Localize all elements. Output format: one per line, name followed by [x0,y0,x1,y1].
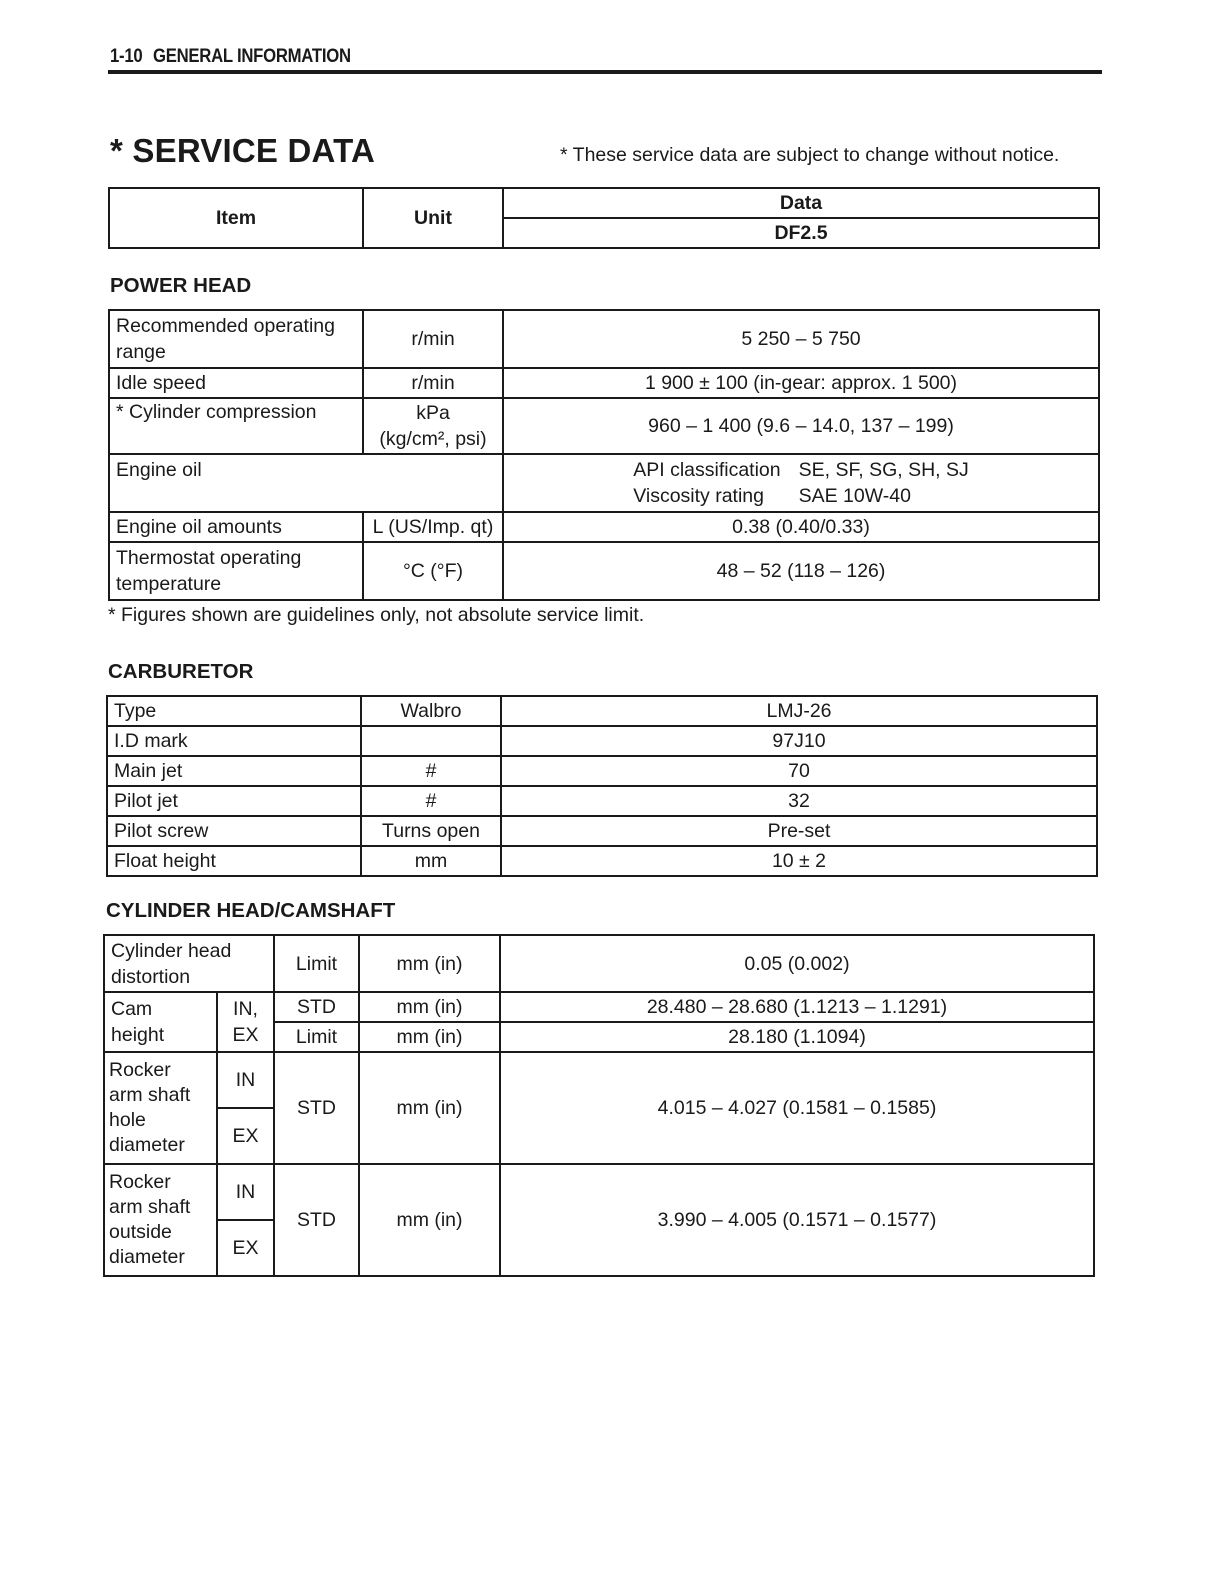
table-row [107,846,1097,876]
table-row [109,398,1099,454]
row-item: Float height [107,846,361,876]
running-head-section: GENERAL INFORMATION [152,46,351,67]
api-value: SE, SF, SG, SH, SJ [798,459,969,481]
row-unit: Turns open [361,816,501,846]
section-power-head: POWER HEAD [110,274,252,297]
item-line: outside [109,1221,172,1243]
row-item: Idle speed [109,368,363,398]
row-spec: Limit [274,1022,359,1052]
item-line: Rocker [109,1171,171,1193]
table-row [107,726,1097,756]
row-value: 70 [501,756,1097,786]
row-unit: mm (in) [359,935,500,992]
row-item: Pilot jet [107,786,361,816]
page-title: * SERVICE DATA [110,132,376,169]
row-item: Thermostat operating temperature [109,542,363,600]
table-row [109,542,1099,600]
row-unit: r/min [363,310,503,368]
item-line: diameter [109,1134,185,1156]
page-number: 1-10 [110,46,143,67]
row-spec: Limit [274,935,359,992]
table-row [107,786,1097,816]
row-spec: STD [274,1052,359,1164]
table-row [109,310,1099,368]
row-unit: mm (in) [359,1052,500,1164]
row-item: * Cylinder compression [109,398,363,454]
row-item [104,1164,217,1276]
row-unit: # [361,756,501,786]
row-value: 10 ± 2 [501,846,1097,876]
sub-line: IN, [233,998,258,1020]
row-unit: °C (°F) [363,542,503,600]
row-sub-in: IN [217,1164,274,1220]
row-unit [361,726,501,756]
row-item: Cylinder head distortion [104,935,274,992]
row-value: 1 900 ± 100 (in-gear: approx. 1 500) [503,368,1099,398]
row-value: 28.180 (1.1094) [500,1022,1094,1052]
row-value: LMJ-26 [501,696,1097,726]
row-value: 3.990 – 4.005 (0.1571 – 0.1577) [500,1164,1094,1276]
viscosity-label: Viscosity rating [633,485,764,507]
row-unit: mm (in) [359,992,500,1022]
table-row [107,696,1097,726]
row-value: 4.015 – 4.027 (0.1581 – 0.1585) [500,1052,1094,1164]
row-item: Engine oil amounts [109,512,363,542]
row-value: 48 – 52 (118 – 126) [503,542,1099,600]
table-row [104,992,1094,1022]
table-row [109,512,1099,542]
item-line: arm shaft [109,1196,191,1218]
column-header-table [108,187,1100,249]
row-value: 32 [501,786,1097,816]
section-cylinder-head: CYLINDER HEAD/CAMSHAFT [106,899,396,922]
change-notice: * These service data are subject to change without notice. [560,144,1060,166]
row-value: Pre-set [501,816,1097,846]
row-value: 960 – 1 400 (9.6 – 14.0, 137 – 199) [503,398,1099,454]
row-value [503,454,1099,512]
table-row [107,756,1097,786]
row-unit: mm [361,846,501,876]
engine-oil-spec [633,457,969,509]
item-line: diameter [109,1246,185,1268]
table-row [104,935,1094,992]
item-line: hole [109,1109,146,1131]
row-spec: STD [274,1164,359,1276]
item-line: Rocker [109,1059,171,1081]
row-value: 0.38 (0.40/0.33) [503,512,1099,542]
row-sub [217,992,274,1052]
header-unit: Unit [363,188,503,248]
power-head-footnote: * Figures shown are guidelines only, not absolute service limit. [108,604,645,626]
row-item: I.D mark [107,726,361,756]
row-sub-ex: EX [217,1220,274,1276]
unit-line: kPa [416,402,450,424]
table-row [107,816,1097,846]
row-unit: # [361,786,501,816]
row-sub-ex: EX [217,1108,274,1164]
header-item: Item [109,188,363,248]
row-value: 97J10 [501,726,1097,756]
table-row [109,368,1099,398]
row-unit: mm (in) [359,1022,500,1052]
row-item: Type [107,696,361,726]
row-item: Engine oil [109,454,503,512]
header-model: DF2.5 [503,218,1099,248]
viscosity-value: SAE 10W-40 [798,485,911,507]
row-unit: Walbro [361,696,501,726]
section-carburetor: CARBURETOR [108,660,254,683]
row-item: Cam height [104,992,217,1052]
row-unit: mm (in) [359,1164,500,1276]
row-unit: L (US/Imp. qt) [363,512,503,542]
row-value: 28.480 – 28.680 (1.1213 – 1.1291) [500,992,1094,1022]
row-value: 0.05 (0.002) [500,935,1094,992]
item-line: arm shaft [109,1084,191,1106]
row-value: 5 250 – 5 750 [503,310,1099,368]
row-spec: STD [274,992,359,1022]
row-unit: r/min [363,368,503,398]
row-item: Pilot screw [107,816,361,846]
row-item [104,1052,217,1164]
table-row [109,454,1099,512]
cylinder-head-table [103,934,1095,1277]
table-row [104,1164,1094,1220]
row-item: Main jet [107,756,361,786]
table-row [104,1052,1094,1108]
running-head [110,46,351,68]
carburetor-table [106,695,1098,877]
header-rule [108,70,1102,74]
sub-line: EX [232,1024,259,1046]
row-item: Recommended operating range [109,310,363,368]
header-data: Data [503,188,1099,218]
unit-line: (kg/cm², psi) [379,428,487,450]
row-sub-in: IN [217,1052,274,1108]
api-label: API classification [633,459,781,481]
row-unit [363,398,503,454]
power-head-table [108,309,1100,601]
